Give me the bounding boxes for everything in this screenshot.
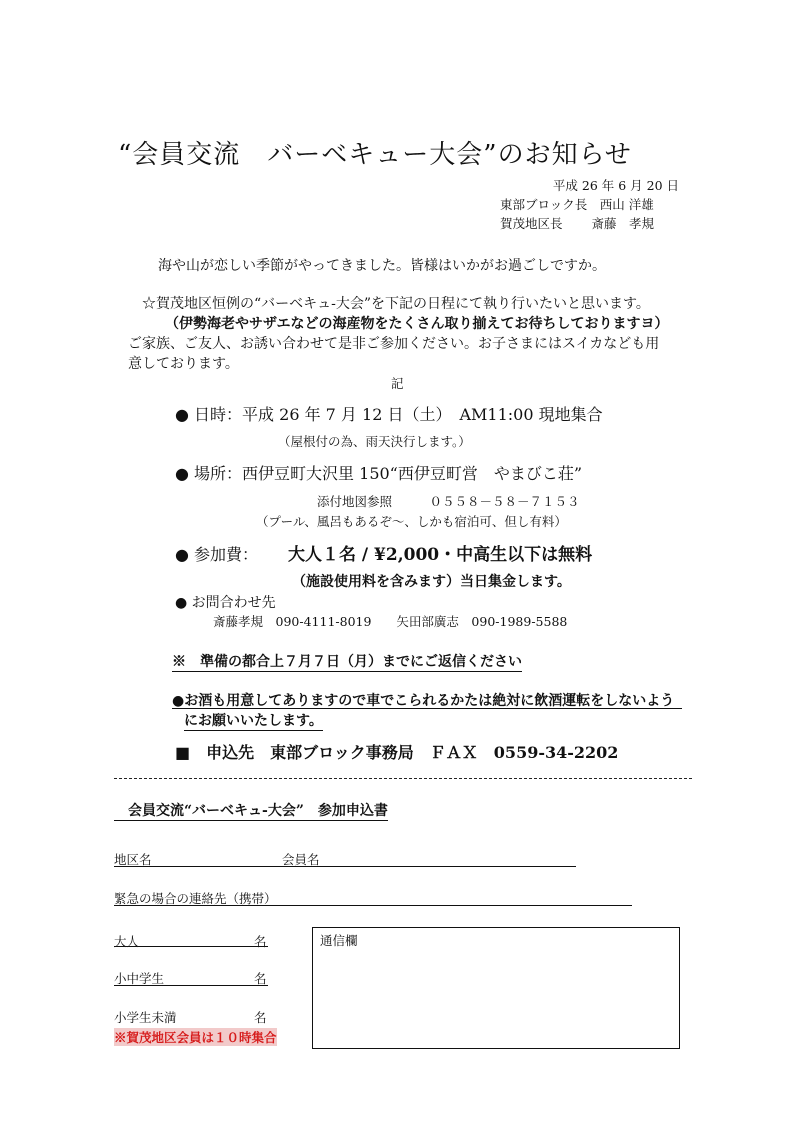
adult-label: 大人 <box>114 934 140 949</box>
intro-line-1: ☆賀茂地区恒例の“バーベキュ-大会”を下記の日程にて執り行いたいと思います。 <box>142 296 650 312</box>
place-map-phone: 添付地図参照 ０５５８－５８－７１５３ <box>317 494 580 509</box>
alcohol-warning-line-2: にお願いいたします。 <box>184 710 323 731</box>
reply-deadline-note: ※ 準備の都合上７月７日（月）までにご返信ください <box>172 651 522 672</box>
intro-line-4: 意しております。 <box>128 356 239 372</box>
child-label: 小学生未満 <box>114 1010 177 1025</box>
emergency-contact-field[interactable] <box>114 905 632 906</box>
memo-box[interactable] <box>312 927 680 1049</box>
district-member-field[interactable] <box>114 866 576 867</box>
ki-heading: 記 <box>391 376 404 391</box>
document-date: 平成 26 年 6 月 20 日 <box>552 178 679 193</box>
kamo-member-time-note: ※賀茂地区会員は１０時集合 <box>114 1030 277 1045</box>
child-unit: 名 <box>254 1010 267 1025</box>
contact-detail: 斎藤孝規 090-4111-8019 矢田部廣志 090-1989-5588 <box>213 614 568 629</box>
sender-east-block: 東部ブロック長 西山 洋雄 <box>500 197 654 212</box>
emergency-contact-label: 緊急の場合の連絡先（携帯） <box>114 891 277 906</box>
intro-line-3: ご家族、ご友人、お誘い合わせて是非ご参加ください。お子さまにはスイカなども用 <box>128 336 660 352</box>
place-facility-note: （プール、風呂もあるぞ～、しかも宿泊可、但し有料） <box>256 514 567 529</box>
junior-count-field[interactable] <box>114 985 268 986</box>
member-label: 会員名 <box>282 852 320 867</box>
junior-label: 小中学生 <box>114 971 165 986</box>
greeting-text: 海や山が恋しい季節がやってきました。皆様はいかがお過ごしですか。 <box>158 258 606 274</box>
alcohol-warning-line-1: ●お酒も用意してありますので車でこられるかたは絶対に飲酒運転をしないよう <box>172 693 675 709</box>
datetime-note: （屋根付の為、雨天決行します。） <box>278 434 471 449</box>
event-datetime: ● 日時：平成 26 年 7 月 12 日（土） AM11:00 現地集合 <box>175 405 603 424</box>
form-title: 会員交流“バーベキュ-大会” 参加申込書 <box>114 800 388 821</box>
sender-kamo-district: 賀茂地区長 斎藤 孝規 <box>500 216 654 231</box>
page-title: “会員交流 バーベキュー大会”のお知らせ <box>118 140 632 170</box>
district-label: 地区名 <box>114 852 152 867</box>
fee-label: ● 参加費： <box>175 545 259 564</box>
apply-fax: ■ 申込先 東部ブロック事務局 ＦＡＸ 0559-34-2202 <box>175 743 619 762</box>
event-place: ● 場所：西伊豆町大沢里 150“西伊豆町営 やまびこ荘” <box>175 464 583 483</box>
alcohol-underline-1 <box>172 708 682 709</box>
fee-note: （施設使用料を含みます）当日集金します。 <box>292 574 571 590</box>
adult-count-field[interactable] <box>114 946 268 947</box>
junior-unit: 名 <box>254 971 267 986</box>
contact-label: ● お問合わせ先 <box>175 595 276 611</box>
memo-label: 通信欄 <box>320 933 358 948</box>
cut-line <box>114 778 692 779</box>
adult-unit: 名 <box>254 934 267 949</box>
intro-line-2: （伊勢海老やサザエなどの海産物をたくさん取り揃えてお待ちしておりますヨ） <box>165 316 669 332</box>
fee-value: 大人１名 / ¥2,000・中高生以下は無料 <box>288 545 593 565</box>
